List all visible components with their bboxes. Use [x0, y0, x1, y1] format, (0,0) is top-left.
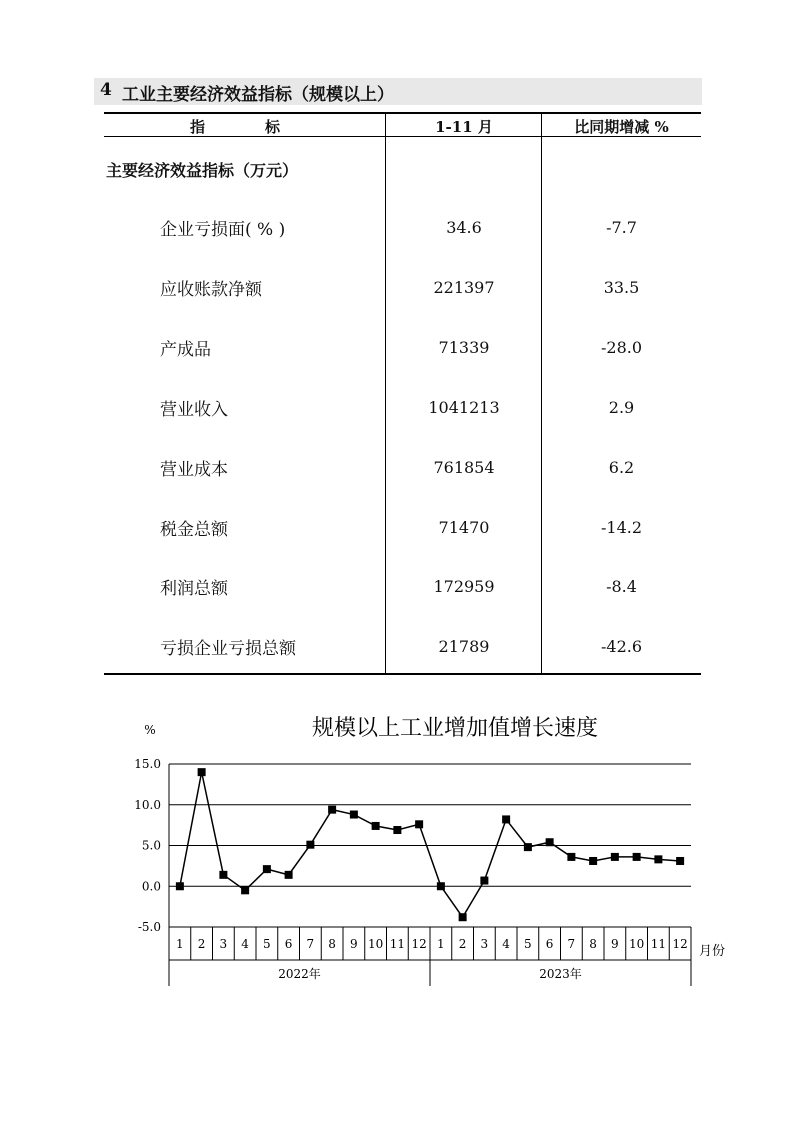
- y-tick-label: 5.0: [141, 838, 161, 853]
- row-value: 761854: [433, 458, 495, 477]
- y-tick-label: 15.0: [134, 757, 161, 771]
- data-point: [176, 882, 184, 890]
- row-value: 34.6: [446, 218, 482, 237]
- x-tick-label: 11: [650, 937, 667, 951]
- row-change: 6.2: [608, 458, 635, 477]
- y-axis-unit: %: [144, 723, 156, 737]
- x-tick-label: 4: [241, 937, 249, 951]
- category-label: 主要经济效益指标（万元）: [106, 161, 299, 180]
- x-tick-label: 10: [367, 937, 384, 951]
- header-indicator: 指 标: [190, 118, 281, 136]
- header-period: 1-11 月: [435, 118, 493, 136]
- data-point: [611, 853, 619, 861]
- row-change: -7.7: [606, 218, 637, 237]
- data-point: [415, 820, 423, 828]
- x-tick-label: 12: [411, 937, 427, 951]
- x-axis-unit: 月份: [699, 944, 726, 959]
- x-tick-label: 12: [672, 937, 688, 951]
- x-tick-label: 2: [458, 937, 467, 951]
- x-tick-label: 3: [480, 937, 489, 951]
- y-tick-labels: [134, 757, 161, 934]
- data-point: [350, 811, 358, 819]
- row-value: 1041213: [428, 398, 500, 417]
- data-point: [393, 826, 401, 834]
- group-label: 2023年: [539, 967, 582, 981]
- x-tick-label: 7: [306, 937, 315, 951]
- group-label: 2022年: [278, 967, 321, 981]
- data-point: [241, 886, 249, 894]
- row-value: 221397: [433, 278, 495, 297]
- section-header: [94, 78, 702, 105]
- data-point: [219, 871, 227, 879]
- row-label: 应收账款净额: [160, 280, 262, 300]
- x-tick-label: 5: [263, 937, 271, 951]
- x-tick-label: 1: [176, 937, 184, 951]
- x-tick-label: 1: [437, 937, 445, 951]
- x-tick-label: 6: [284, 937, 293, 951]
- section-number: 4: [100, 80, 112, 100]
- x-tick-label: 9: [350, 937, 358, 951]
- row-change: 2.9: [608, 398, 635, 417]
- x-tick-label: 4: [502, 937, 510, 951]
- data-point: [459, 913, 467, 921]
- series-line: [180, 772, 680, 917]
- x-tick-label: 9: [611, 937, 619, 951]
- section-title: 工业主要经济效益指标（规模以上）: [122, 85, 394, 105]
- x-tick-label: 8: [589, 937, 597, 951]
- x-tick-label: 8: [328, 937, 336, 951]
- row-change: -28.0: [600, 338, 643, 357]
- row-value: 172959: [433, 577, 495, 596]
- row-value: 71470: [438, 518, 490, 537]
- row-label: 税金总额: [160, 520, 228, 540]
- data-point: [589, 857, 597, 865]
- x-tick-label: 2: [197, 937, 206, 951]
- row-label: 企业亏损面( % ): [160, 220, 286, 240]
- chart-series: [176, 768, 684, 921]
- y-tick-label: -5.0: [137, 920, 161, 934]
- header-change: 比同期增减 %: [574, 118, 669, 136]
- y-tick-label: 0.0: [141, 879, 161, 894]
- table-bottom-rule: [104, 673, 701, 675]
- data-point: [437, 882, 445, 890]
- row-change: -14.2: [600, 518, 643, 537]
- table-top-rule: [104, 112, 701, 114]
- x-tick-label: 3: [219, 937, 228, 951]
- data-point: [263, 865, 271, 873]
- row-change: 33.5: [603, 278, 640, 297]
- row-label: 产成品: [160, 340, 211, 360]
- chart-title: 规模以上工业增加值增长速度: [311, 716, 599, 741]
- data-point: [502, 815, 510, 823]
- y-tick-label: 10.0: [134, 797, 161, 812]
- row-label: 利润总额: [160, 579, 228, 599]
- data-point: [676, 857, 684, 865]
- growth-chart: [0, 690, 793, 1000]
- x-tick-label: 11: [389, 937, 406, 951]
- x-tick-label: 10: [628, 937, 645, 951]
- row-label: 营业收入: [160, 400, 228, 420]
- data-point: [633, 853, 641, 861]
- row-value: 21789: [438, 637, 490, 656]
- x-category-axis: [169, 927, 691, 986]
- x-tick-label: 7: [567, 937, 576, 951]
- data-point: [328, 806, 336, 814]
- data-point: [372, 822, 380, 830]
- data-point: [546, 838, 554, 846]
- data-point: [524, 843, 532, 851]
- row-value: 71339: [438, 338, 490, 357]
- data-point: [654, 855, 662, 863]
- data-point: [306, 841, 314, 849]
- data-point: [567, 853, 575, 861]
- data-point: [198, 768, 206, 776]
- data-point: [480, 877, 488, 885]
- row-change: -8.4: [606, 577, 637, 596]
- table-col-divider-1: [385, 113, 386, 674]
- x-tick-label: 6: [545, 937, 554, 951]
- row-label: 亏损企业亏损总额: [160, 639, 296, 659]
- data-point: [285, 871, 293, 879]
- x-tick-label: 5: [524, 937, 532, 951]
- row-label: 营业成本: [160, 460, 228, 480]
- row-change: -42.6: [600, 637, 643, 656]
